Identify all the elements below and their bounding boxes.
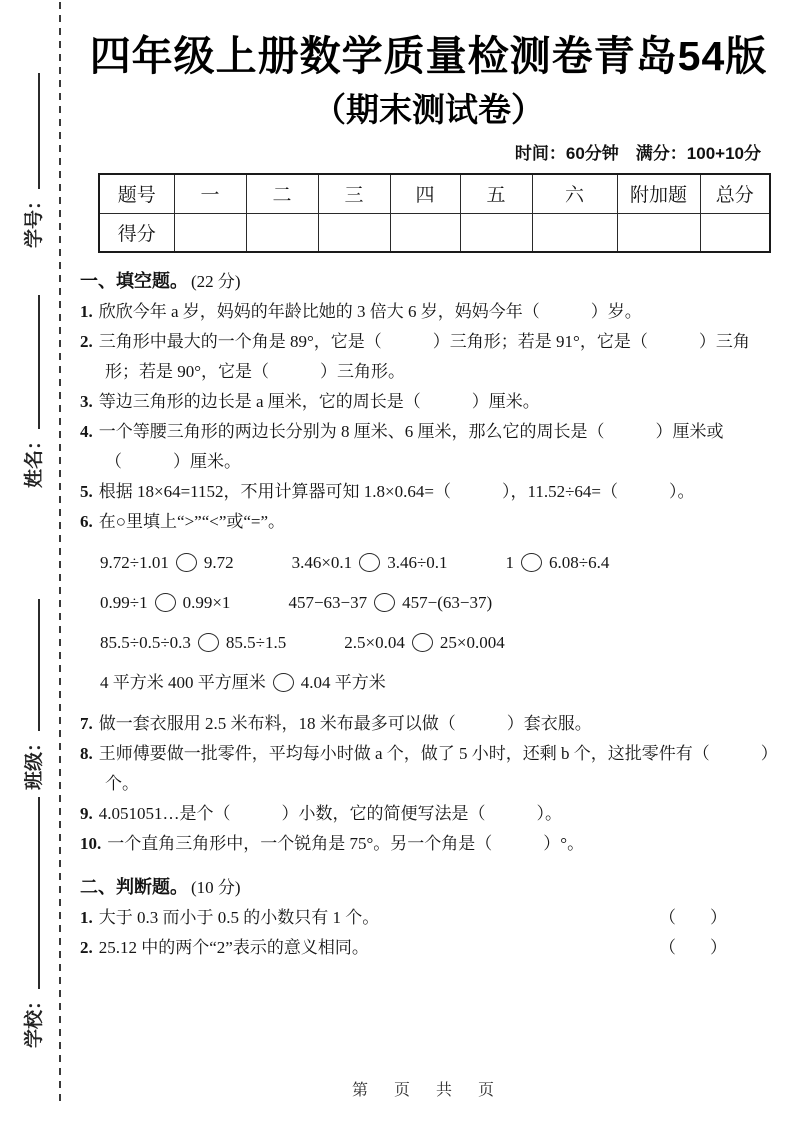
score-header-col: 五 [460, 174, 532, 213]
page-footer: 第 页 共 页 [351, 1082, 505, 1099]
judge-answer-blank: （ ） [659, 938, 727, 957]
comparison-left: 0.99÷1 [100, 593, 148, 612]
comparison-left: 9.72÷1.01 [100, 553, 169, 572]
exam-meta: 时间：60分钟 满分：100+10分 [514, 144, 761, 163]
question-text-wrap [80, 933, 369, 963]
score-header-col: 总分 [700, 174, 770, 213]
comparison [100, 669, 386, 697]
seal-dashed-line [59, 2, 61, 1105]
comparison [344, 629, 504, 657]
question-fill-6 [80, 507, 777, 537]
section-heading-fill [80, 266, 777, 297]
seal-blank-name [24, 295, 40, 429]
question-number: 4. [80, 422, 93, 441]
question-number: 7. [80, 714, 93, 733]
question-fill-2 [80, 327, 777, 387]
comparison-left: 2.5×0.04 [344, 633, 405, 652]
section-title: 二、判断题。 [80, 877, 188, 897]
comparison-left: 1 [505, 553, 515, 572]
question-number: 5. [80, 482, 93, 501]
score-cell-empty [460, 213, 532, 252]
comparison-row-3 [80, 629, 777, 657]
seal-label-school: 学校： [24, 990, 45, 1048]
comparison-right: 25×0.004 [439, 633, 505, 652]
question-number: 2. [80, 332, 93, 351]
seal-blank-student-id [24, 73, 40, 189]
score-header-col: 四 [390, 174, 460, 213]
question-number: 2. [80, 938, 93, 957]
question-text: 根据 18×64=1152，不用计算器可知 1.8×0.64=（ ），11.52÷64=（ ）。 [98, 482, 695, 501]
question-text-wrap [80, 903, 379, 933]
question-text: 三角形中最大的一个角是 89°，它是（ ）三角形；若是 91°，它是（ ）三角形；若是 90°，它是（ ）三角形。 [98, 332, 750, 381]
score-header-col: 附加题 [617, 174, 700, 213]
question-text: 4.051051…是个（ ）小数，它的简便写法是（ ）。 [98, 804, 562, 823]
exam-content [80, 0, 777, 963]
score-table-header-row [99, 174, 770, 213]
question-text: 欣欣今年 a 岁，妈妈的年龄比她的 3 倍大 6 岁，妈妈今年（ ）岁。 [98, 302, 642, 321]
score-cell-empty [318, 213, 390, 252]
score-table [98, 173, 771, 253]
comparison-left: 85.5÷0.5÷0.3 [100, 633, 191, 652]
seal-field-student-id [22, 73, 48, 248]
score-cell-empty [700, 213, 770, 252]
comparison-left: 4 平方米 400 平方厘米 [100, 673, 266, 692]
comparison-circle [374, 593, 395, 612]
comparison [292, 549, 448, 577]
comparison-right: 6.08÷6.4 [549, 553, 610, 572]
score-header-col: 二 [246, 174, 318, 213]
comparison-right: 9.72 [203, 553, 234, 572]
question-text: 在○里填上“>”“<”或“=”。 [98, 512, 286, 531]
comparison-right: 4.04 平方米 [300, 673, 386, 692]
question-number: 1. [80, 908, 93, 927]
comparison [100, 589, 230, 617]
seal-blank-school [24, 797, 40, 989]
question-fill-7 [80, 709, 777, 739]
question-number: 1. [80, 302, 93, 321]
page-title: 四年级上册数学质量检测卷青岛54版 [89, 33, 768, 79]
comparison-row-4 [80, 669, 777, 697]
score-header-col: 一 [174, 174, 246, 213]
score-header-corner: 题号 [99, 174, 174, 213]
question-number: 6. [80, 512, 93, 531]
question-text: 一个等腰三角形的两边长分别为 8 厘米、6 厘米，那么它的周长是（ ）厘米或（ ）厘米。 [98, 422, 724, 471]
score-cell-empty [617, 213, 700, 252]
comparison-left: 457−63−37 [288, 593, 368, 612]
question-fill-9 [80, 799, 777, 829]
seal-label-class: 班级： [24, 732, 45, 790]
question-text: 大于 0.3 而小于 0.5 的小数只有 1 个。 [98, 908, 380, 927]
question-text: 一个直角三角形中，一个锐角是 75°。另一个角是（ ）°。 [107, 834, 585, 853]
score-header-col: 三 [318, 174, 390, 213]
question-fill-8 [80, 739, 777, 799]
comparison-right: 0.99×1 [182, 593, 231, 612]
section-points: (10 分) [191, 878, 241, 897]
section-points: (22 分) [191, 272, 241, 291]
comparison-circle [359, 553, 380, 572]
question-fill-3 [80, 387, 777, 417]
section-heading-judge [80, 872, 777, 903]
seal-field-class [22, 599, 48, 790]
question-number: 9. [80, 804, 93, 823]
question-text: 做一套衣服用 2.5 米布料，18 米布最多可以做（ ）套衣服。 [98, 714, 592, 733]
score-table-score-row [99, 213, 770, 252]
score-cell-empty [532, 213, 617, 252]
question-number: 3. [80, 392, 93, 411]
comparison-right: 3.46÷0.1 [387, 553, 448, 572]
question-judge-1 [80, 903, 777, 933]
question-number: 10. [80, 834, 102, 853]
seal-blank-class [24, 599, 40, 731]
comparison-right: 457−(63−37) [402, 593, 493, 612]
comparison-left: 3.46×0.1 [291, 553, 353, 572]
score-header-col: 六 [532, 174, 617, 213]
seal-field-school [22, 797, 48, 1048]
comparison-right: 85.5÷1.5 [225, 633, 287, 652]
question-fill-4 [80, 417, 777, 477]
seal-label-student-id: 学号： [24, 190, 45, 248]
score-row-label: 得分 [99, 213, 174, 252]
comparison-circle [176, 553, 197, 572]
question-text: 25.12 中的两个“2”表示的意义相同。 [98, 938, 369, 957]
comparison-row-2 [80, 589, 777, 617]
score-cell-empty [390, 213, 460, 252]
question-text: 等边三角形的边长是 a 厘米，它的周长是（ ）厘米。 [98, 392, 540, 411]
question-fill-5 [80, 477, 777, 507]
section-title: 一、填空题。 [80, 271, 188, 291]
seal-label-name: 姓名： [24, 430, 45, 488]
question-fill-10 [80, 829, 777, 859]
question-number: 8. [80, 744, 93, 763]
page-subtitle: （期末测试卷） [313, 91, 544, 128]
comparison-circle [273, 673, 294, 692]
comparison-row-1 [80, 549, 777, 577]
score-cell-empty [246, 213, 318, 252]
score-cell-empty [174, 213, 246, 252]
question-judge-2 [80, 933, 777, 963]
comparison [100, 629, 286, 657]
seal-field-name [22, 295, 48, 488]
judge-answer-blank: （ ） [659, 908, 727, 927]
comparison-circle [521, 553, 542, 572]
comparison [100, 549, 234, 577]
comparison [288, 589, 492, 617]
comparison-circle [198, 633, 219, 652]
comparison-circle [412, 633, 433, 652]
comparison [506, 549, 610, 577]
question-fill-1 [80, 297, 777, 327]
question-text: 王师傅要做一批零件，平均每小时做 a 个，做了 5 小时，还剩 b 个，这批零件有（ ）个。 [98, 744, 770, 793]
comparison-circle [155, 593, 176, 612]
